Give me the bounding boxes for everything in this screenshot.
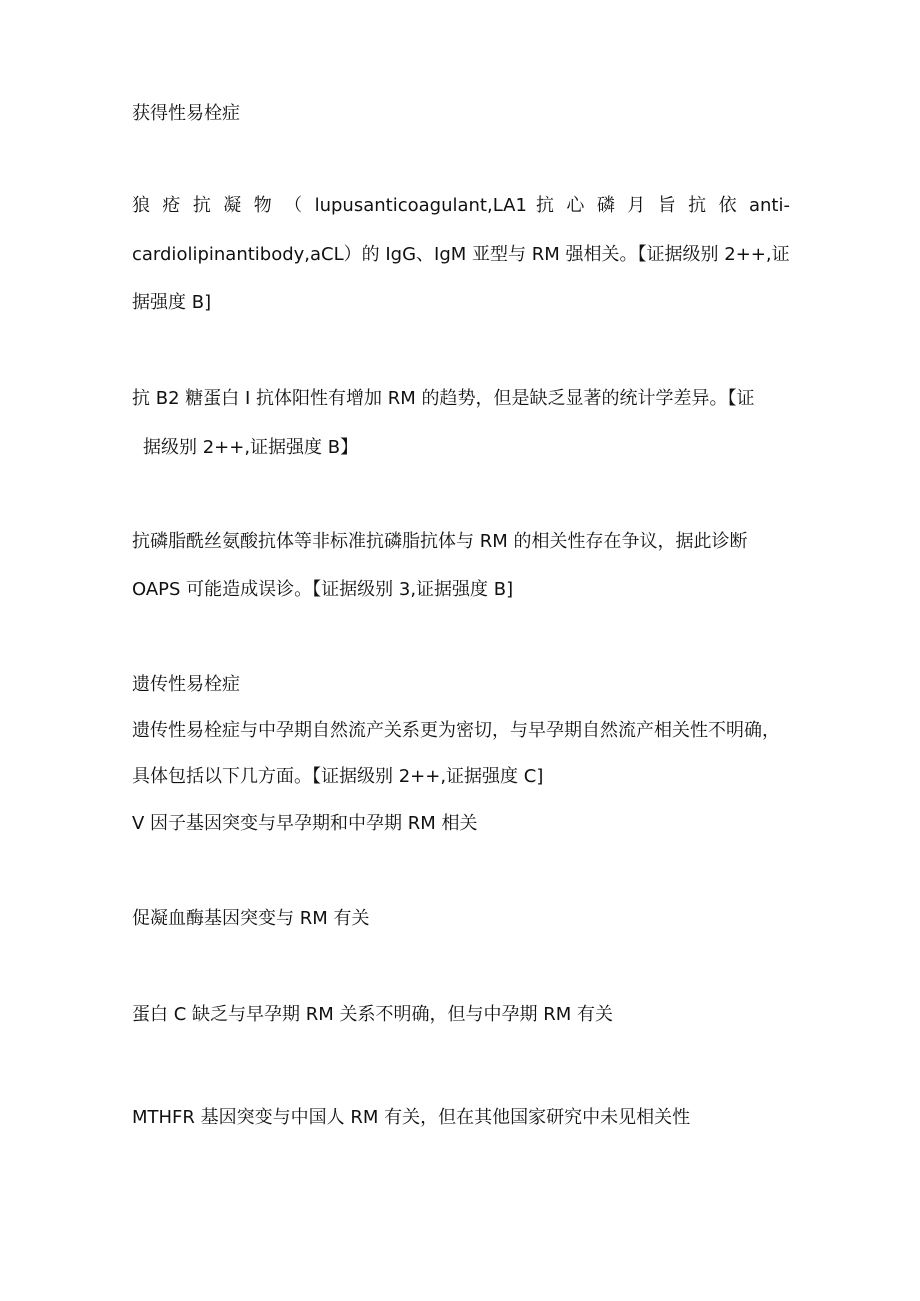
paragraph-aps-line-1: 抗磷脂酰丝氨酸抗体等非标准抗磷脂抗体与 RM 的相关性存在争议，据此诊断: [132, 531, 748, 552]
paragraph-la-acl-line-3: 据强度 B]: [132, 292, 212, 313]
list-item-factor-v: V 因子基因突变与早孕期和中孕期 RM 相关: [132, 813, 478, 834]
list-item-mthfr: MTHFR 基因突变与中国人 RM 有关，但在其他国家研究中未见相关性: [132, 1107, 691, 1128]
section-heading-acquired: 获得性易栓症: [132, 103, 240, 124]
list-item-prothrombin: 促凝血酶基因突变与 RM 有关: [132, 908, 370, 929]
paragraph-hereditary-line-2: 具体包括以下几方面。【证据级别 2++,证据强度 C]: [132, 766, 544, 787]
paragraph-hereditary-line-1: 遗传性易栓症与中孕期自然流产关系更为密切，与早孕期自然流产相关性不明确，: [132, 720, 780, 741]
list-item-protein-c: 蛋白 C 缺乏与早孕期 RM 关系不明确，但与中孕期 RM 有关: [132, 1004, 613, 1025]
paragraph-la-acl-line-2: cardiolipinantibody,aCL）的 IgG、IgM 亚型与 RM 强相关。【证据级别 2++,证: [132, 244, 790, 265]
paragraph-la-acl-line-1: 狼 疮 抗 凝 物 （ lupusanticoagulant,LA1 抗 心 磷 月 旨 抗 依 anti-: [132, 195, 790, 216]
paragraph-b2gp1-line-2: 据级别 2++,证据强度 B】: [143, 437, 359, 458]
section-heading-hereditary: 遗传性易栓症: [132, 674, 240, 695]
paragraph-aps-line-2: OAPS 可能造成误诊。【证据级别 3,证据强度 B]: [132, 579, 514, 600]
paragraph-b2gp1-line-1: 抗 B2 糖蛋白 I 抗体阳性有增加 RM 的趋势，但是缺乏显著的统计学差异。【证: [132, 388, 755, 409]
